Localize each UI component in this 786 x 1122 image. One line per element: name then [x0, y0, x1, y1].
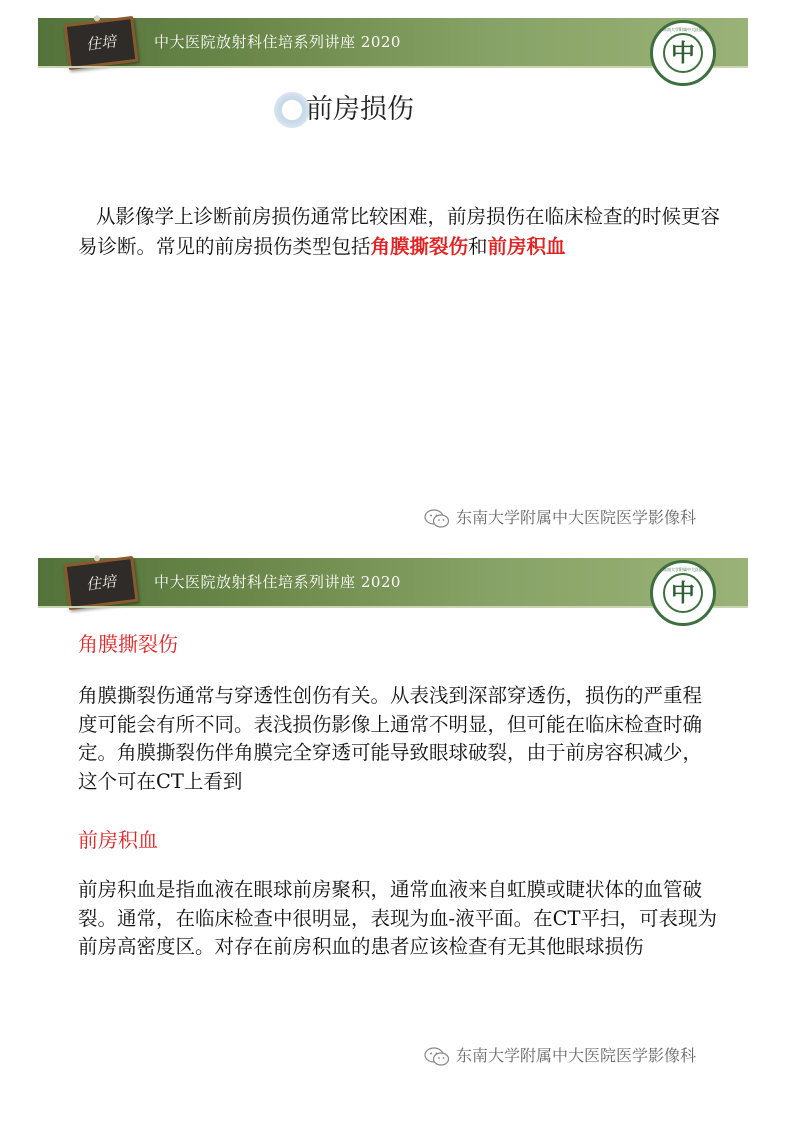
- highlight-corneal-laceration: 角膜撕裂伤: [370, 235, 469, 258]
- logo-ring-text: 东南大学附属中大医院: [663, 567, 703, 572]
- watermark-text: 东南大学附属中大医院医学影像科: [456, 1046, 697, 1065]
- watermark: [424, 1044, 696, 1068]
- nail-icon: [94, 15, 101, 22]
- header-divider: [38, 66, 748, 68]
- logo-emblem: [663, 33, 703, 73]
- watermark-text: 东南大学附属中大医院医学影像科: [456, 508, 697, 527]
- intro-paragraph: [78, 202, 728, 262]
- section-text-corneal-laceration: 角膜撕裂伤通常与穿透性创伤有关。从表浅到深部穿透伤，损伤的严重程度可能会有所不同。表浅损伤影像上通常不明显，但可能在临床检查时确定。角膜撕裂伤伴角膜完全穿透可能导致眼球破裂，由于前房容积减少，这个可在CT上看到: [78, 684, 703, 793]
- series-title: 中大医院放射科住培系列讲座 2020: [154, 573, 401, 591]
- nail-icon: [94, 555, 101, 562]
- logo-ring-text: 东南大学附属中大医院: [663, 27, 703, 32]
- chalkboard-badge: [63, 556, 138, 610]
- intro-text: 从影像学上诊断前房损伤通常比较困难，前房损伤在临床检查的时候更容易诊断。常见的前房损伤类型包括: [78, 205, 721, 258]
- section-title-corneal-laceration: 角膜撕裂伤: [78, 632, 178, 656]
- logo-glyph: 中: [671, 579, 695, 607]
- slide-header: [38, 558, 748, 606]
- highlight-hyphema: 前房积血: [487, 235, 566, 258]
- logo-glyph: 中: [671, 39, 695, 67]
- hospital-logo: [650, 20, 716, 86]
- section-title-hyphema: 前房积血: [78, 828, 158, 852]
- slide-1: [38, 18, 748, 536]
- section-text-hyphema: 前房积血是指血液在眼球前房聚积，通常血液来自虹膜或睫状体的血管破裂。通常，在临床检查中很明显，表现为血-液平面。在CT平扫，可表现为前房高密度区。对存在前房积血的患者应该检查有无其他眼球损伤: [78, 878, 718, 958]
- slide-title-text: 前房损伤: [306, 94, 414, 125]
- badge-text: 住培: [84, 32, 117, 54]
- intro-conjunction: 和: [468, 235, 488, 258]
- slide-header: [38, 18, 748, 66]
- wechat-icon: [424, 509, 450, 529]
- slide-2: [38, 558, 748, 1078]
- hospital-logo: [650, 560, 716, 626]
- watermark: [424, 506, 696, 530]
- wechat-icon: [424, 1047, 450, 1067]
- badge-text: 住培: [84, 572, 117, 594]
- title-circle-icon: [274, 92, 310, 128]
- header-divider: [38, 606, 748, 608]
- series-title: 中大医院放射科住培系列讲座 2020: [154, 33, 401, 51]
- logo-emblem: [663, 573, 703, 613]
- chalkboard-badge: [63, 16, 138, 70]
